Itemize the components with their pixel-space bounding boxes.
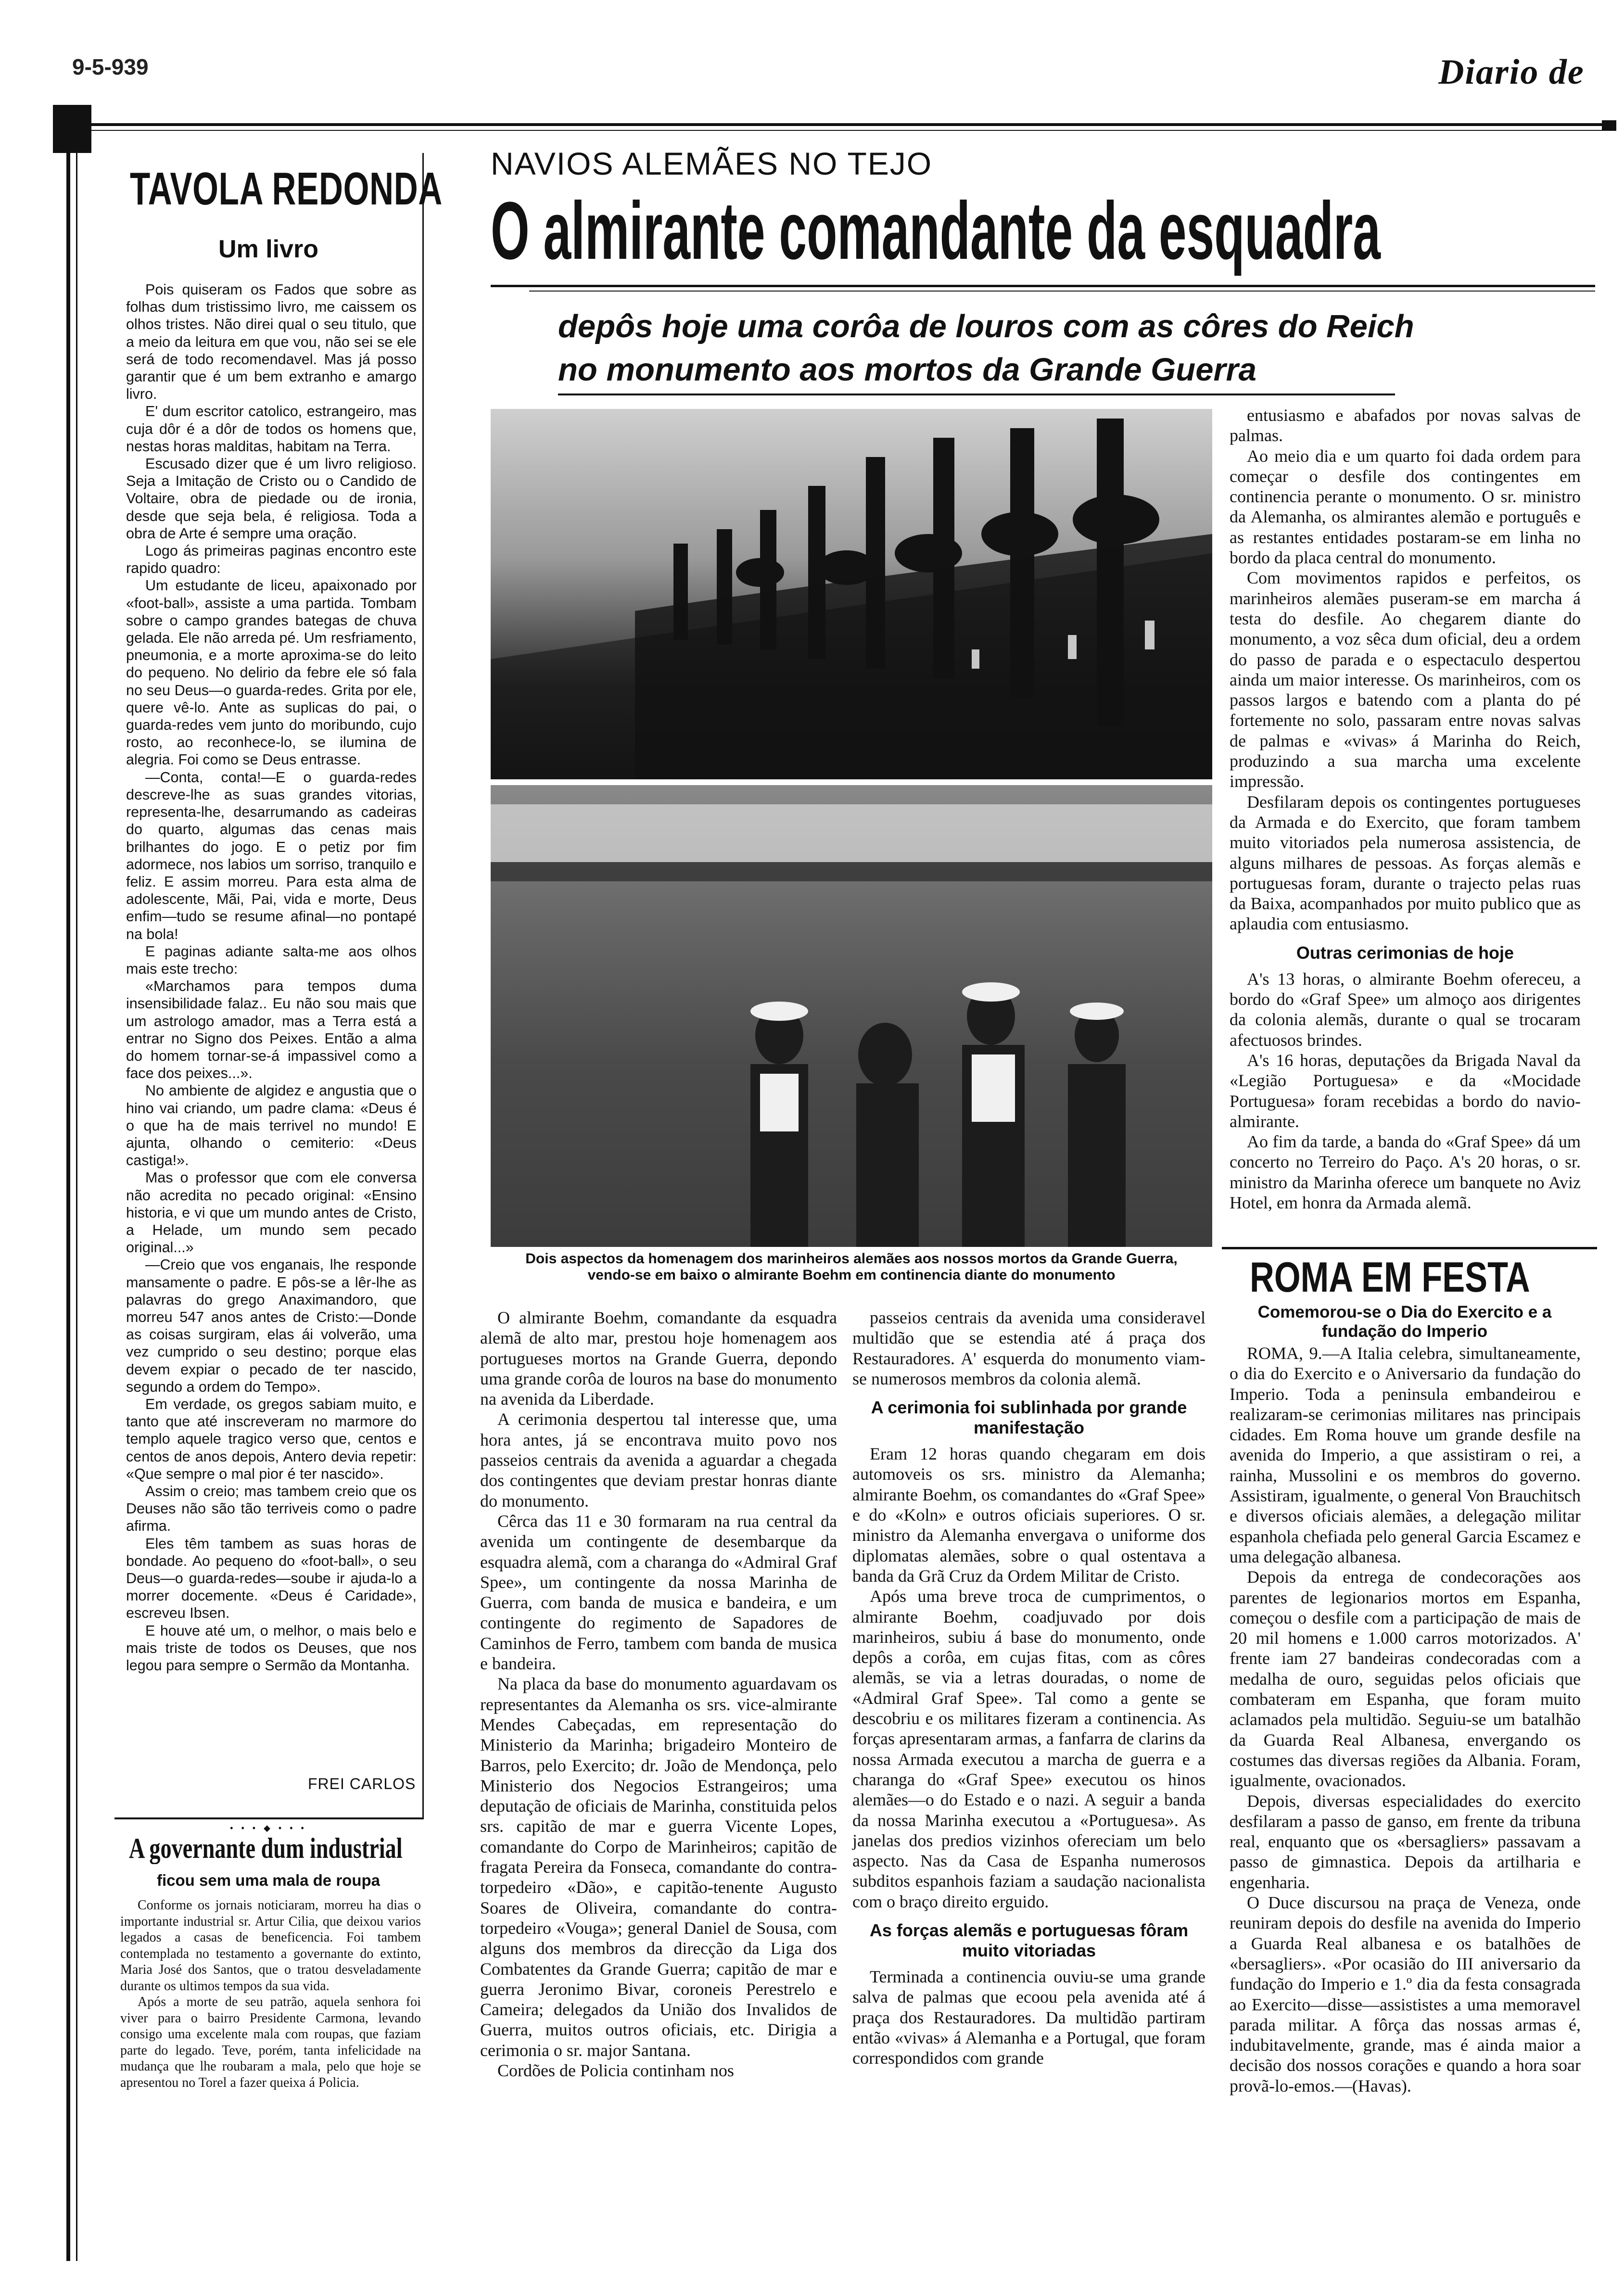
tavola-paragraph: Assim o creio; mas tambem creio que os Deuses não são tão terriveis como o padre afirma. — [126, 1483, 417, 1535]
subheading-outras: Outras cerimonias de hoje — [1296, 942, 1514, 963]
left-border-outer — [66, 135, 70, 2261]
tavola-paragraph: Um estudante de liceu, apaixonado por «foot-ball», assiste a uma partida. Tombam sobre o campo grandes bategas de chuva gelada. Ele não arreda pé. Um resfriamento, pneumonia, e a morte aproxima-se do leito do pequeno. No delirio da febre ele só fala no seu Deus—o guarda-redes. Grita por ele, quere vê-lo. Ante as suplicas do pai, o guarda-redes vem junto do moribundo, cujo rosto, ao reconhece-lo, se ilumina de alegria. Foi como se Deus entrasse. — [126, 577, 417, 768]
article-paragraph: A's 13 horas, o almirante Boehm ofereceu, a bordo do «Graf Spee» um almoço aos dirigentes da colonia alemãs, durante o qual se trocaram afectuosos brindes. — [1230, 969, 1581, 1050]
tavola-paragraph: E' dum escritor catolico, estrangeiro, mas cuja dôr é a dôr de todos os homens que, nestas horas malditas, habitam na Terra. — [126, 403, 417, 455]
roma-paragraph: O Duce discursou na praça de Veneza, onde reuniram depois do desfile na avenida do Imperio a Guarda Real albanesa e os batalhões de «bersagliers». «Por ocasião do III aniversario da fundação do Imperio e 1.º dia da festa consagrada ao Exercito—disse—assististes a uma memoravel parada militar. A fôrça das nossas armas é, indubitavelmente, grande, mas é ainda maior a decisão dos nossos corações e quando a hora soar provã-lo-emos.—(Havas). — [1230, 1893, 1581, 2096]
parade-illustration — [491, 409, 1212, 779]
photo-admiral-salute — [491, 785, 1212, 1247]
roma-paragraph: Depois, diversas especialidades do exercito desfilaram a passo de ganso, em frente da tribuna real, enquanto que os «bersagliers» passavam a passo de gimnastica. Depois da artilharia e engenharia. — [1230, 1791, 1581, 1892]
main-col-3 — [1230, 405, 1581, 1213]
photo-parade-sailors — [491, 409, 1212, 779]
tavola-paragraph: Mas o professor que com ele conversa não acredita no pecado original: «Ensino historia, e vi que um mundo antes de Cristo, a Helade, um mundo sem pecado original...» — [126, 1169, 417, 1256]
governante-paragraph: Conforme os jornais noticiaram, morreu ha dias o importante industrial sr. Artur Cilia, que deixou varios legados a casas de beneficencia. Foi tambem contemplada no testamento a governante do extinto, Maria José dos Santos, que o tratou desveladamente durante os ultimos tempos da sua vida. — [120, 1898, 421, 1994]
article-paragraph: Eram 12 horas quando chegaram em dois automoveis os srs. ministro da Alemanha; almirante Boehm, os comandantes do «Graf Spee» e do «Koln» e outros oficiais superiores. O sr. ministro da Alemanha envergava o uniforme dos diplomatas alemães, sobre o qual ostentava a banda da Grã Cruz da Ordem Militar de Cristo. — [852, 1444, 1205, 1586]
tavola-paragraph: Escusado dizer que é um livro religioso. Seja a Imitação de Cristo ou o Candido de Voltaire, obra de piedade ou de ironia, desde que seja bela, é religiosa. Toda a obra de Arte é sempre uma oração. — [126, 456, 417, 542]
photo-caption: Dois aspectos da homenagem dos marinheiros alemães aos nossos mortos da Grande Guerra, vendo-se em baixo o almirante Boehm em continencia diante do monumento — [525, 1251, 1178, 1283]
photo-divider — [491, 779, 1212, 785]
governante-ornament: • • • ◆ • • • — [230, 1823, 307, 1833]
top-rule-thin — [53, 130, 1616, 131]
tavola-paragraph: —Conta, conta!—E o guarda-redes descreve-lhe as suas grandes vitorias, representa-lhe, desarrumando as cadeiras do quarto, algumas das cenas mais brilhantes do jogo. E o petiz por fim adormece, nos labios um sorriso, tranquilo e feliz. E assim morreu. Para esta alma de adolescente, Mãi, Pai, vida e morte, Deus enfim—tudo se resume afinal—no pontapé na bola! — [126, 769, 417, 942]
article-paragraph: Cordões de Policia continham nos — [497, 2060, 734, 2080]
main-deck-2: no monumento aos mortos da Grande Guerra — [558, 352, 1256, 388]
article-paragraph: Cêrca das 11 e 30 formaram na rua central da avenida um contingente de desembarque da esquadra alemã, com a charanga do «Admiral Graf Spee», um contingente da nossa Marinha de Guerra, com banda de musica e bandeira, e um contingente do regimento de Sapadores de Caminhos de Ferro, tambem com banda de musica e bandeira. — [480, 1511, 837, 1674]
roma-body — [1230, 1343, 1581, 2096]
headline-rule — [491, 285, 1595, 287]
roma-title: ROMA EM FESTA — [1250, 1253, 1530, 1301]
article-paragraph: Após uma breve troca de cumprimentos, o almirante Boehm, coadjuvado por dois marinheiros, subiu á base do monumento, onde depôs a corôa, em cujas fitas, com as côres alemãs, se via a letras douradas, o nome de «Admiral Graf Spee». Tal como a gente se descobriu e os militares fizeram a continencia. As forças apresentaram armas, a fanfarra de clarins da nossa Armada executou a marcha de guerra e a charanga do «Graf Spee» executou os hinos alemães—o do Estado e o nazi. A seguir a banda da nossa Marinha executou a «Portuguesa». As janelas dos predios vizinhos ofereciam um belo aspecto. Nas da Casa de Espanha numerosos subditos espanhois faziam a saudação nacionalista com o braço direito erguido. — [852, 1587, 1205, 1911]
deck-underline — [558, 394, 1395, 395]
tavola-paragraph: —Creio que vos enganais, lhe responde mansamente o padre. E pôs-se a lêr-lhe as palavras do grego Anaximandoro, que morreu 547 anos antes de Cristo:—Donde as coisas surgiram, elas ái volverão, uma vez cumprido o seu destino; porque elas devem expiar o pecado de ter nascido, segundo a ordem do Tempo». — [126, 1257, 417, 1395]
left-border-inner — [76, 135, 77, 2261]
main-col-1 — [480, 1308, 837, 2081]
main-deck-1: depôs hoje uma corôa de louros com as côres do Reich — [558, 308, 1414, 344]
article-paragraph: Na placa da base do monumento aguardavam os representantes da Alemanha os srs. vice-almirante Mendes Cabeçadas, em representação do Ministerio da Marinha; brigadeiro Monteiro de Barros, pelo Exercito; dr. João de Mendonça, pelo Ministerio dos Negocios Estrangeiros; uma deputação de oficiais de Marinha, constituida pelos srs. capitão de mar e guerra Vicente Lopes, comandante do Corpo de Marinheiros; capitão de fragata Pereira da Fonseca, comandante do contra-torpedeiro «Dão», e capitão-tenente Augusto Soares de Oliveira, comandante do contra-torpedeiro «Vouga»; general Daniel de Sousa, com alguns dos membros da direcção da Liga dos Combatentes da Grande Guerra; capitão de mar e guerra Jeronimo Bivar, coroneis Perestrelo e Cameira; delegados da União dos Invalidos de Guerra, muitos outros oficiais, etc. Dirigia a cerimonia o sr. major Santana. — [480, 1674, 837, 2060]
top-corner-block — [53, 105, 91, 153]
ceremony-illustration — [491, 785, 1212, 1247]
main-col-2 — [852, 1308, 1205, 2069]
tavola-subtitle: Um livro — [218, 235, 319, 263]
headline-rule-thin — [529, 291, 1595, 292]
article-paragraph: A's 16 horas, deputações da Brigada Naval da «Legião Portuguesa» e da «Mocidade Portuguesa» foram recebidas a bordo do navio-almirante. — [1230, 1050, 1581, 1131]
tavola-paragraph: No ambiente de algidez e angustia que o hino vai criando, um padre clama: «Deus é o que ha de mais terrivel no mundo! E ajunta, olhando o cemiterio: «Deus castiga!». — [126, 1082, 417, 1169]
roma-paragraph: ROMA, 9.—A Italia celebra, simultaneamente, o dia do Exercito e o Aniversario da fundação do Imperio. Toda a peninsula embandeirou e realizaram-se cerimonias militares nas principais cidades. Em Roma houve um grande desfile na avenida do Imperio, a que assistiram o rei, a rainha, Mussolini e os membros do governo. Assistiram, igualmente, o general Von Brauchitsch e diversos oficiais alemães, a delegação militar espanhola chefiada pelo general Garcia Escamez e uma delegação albanesa. — [1230, 1344, 1581, 1566]
tavola-body — [126, 281, 417, 1674]
article-paragraph: passeios centrais da avenida uma consideravel multidão que se estendia até á praça dos Restauradores. A' esquerda do monumento viam-se numerosos membros da colonia alemã. — [852, 1308, 1205, 1388]
tavola-paragraph: E houve até um, o melhor, o mais belo e mais triste de todos os Deuses, que nos legou para sempre o Sermão da Montanha. — [126, 1622, 417, 1674]
subheading-forcas: As forças alemãs e portuguesas fôram muito vitoriadas — [869, 1920, 1189, 1961]
article-paragraph: Com movimentos rapidos e perfeitos, os marinheiros alemães puseram-se em marcha á testa do desfile. Ao chegarem diante do monumento, a voz sêca dum oficial, deu a ordem do passo de parada e o espectaculo despertou ainda um maior interesse. Os marinheiros, com os passos largos e batendo com a planta do pé fortemente no solo, passaram entre novas salvas de palmas e «vivas» á Marinha do Reich, produzindo a sua marcha uma excelente impressão. — [1230, 568, 1581, 791]
tavola-paragraph: E paginas adiante salta-me aos olhos mais este trecho: — [126, 943, 417, 977]
right-edge-marker — [1602, 120, 1616, 130]
article-paragraph: entusiasmo e abafados por novas salvas de palmas. — [1230, 406, 1581, 445]
tavola-paragraph: Eles têm tambem as suas horas de bondade. Ao pequeno do «foot-ball», o seu Deus—o guarda-redes—soube ir ajuda-lo a morrer docemente. «Deus é Caridade», escreveu Ibsen. — [126, 1535, 417, 1622]
governante-body — [120, 1897, 421, 2091]
article-paragraph: O almirante Boehm, comandante da esquadra alemã de alto mar, prestou hoje homenagem aos portugueses mortos na Grande Guerra, depondo uma grande corôa de louros na base do monumento na avenida da Liberdade. — [480, 1308, 837, 1409]
article-paragraph: A cerimonia despertou tal interesse que, uma hora antes, já se encontrava muito povo nos passeios centrais da avenida a aguardar a chegada dos contingentes que deviam prestar honras diante do monumento. — [480, 1410, 837, 1511]
newspaper-name: Diario de — [1438, 52, 1585, 92]
tavola-paragraph: Logo ás primeiras paginas encontro este rapido quadro: — [126, 543, 417, 577]
subheading-cerimonia: A cerimonia foi sublinhada por grande manifestação — [871, 1397, 1187, 1438]
main-kicker: NAVIOS ALEMÃES NO TEJO — [491, 146, 933, 181]
governante-rule-top — [114, 1817, 424, 1819]
article-paragraph: Ao fim da tarde, a banda do «Graf Spee» dá um concerto no Terreiro do Paço. A's 20 horas, o sr. ministro da Marinha oferece um banquete no Aviz Hotel, em honra da Armada alemã. — [1230, 1132, 1581, 1212]
article-paragraph: Desfilaram depois os contingentes portugueses da Armada e do Exercito, que foram tambem muito vitoriados pela numerosa assistencia, de alguns milhares de pessoas. As forças alemãs e portuguesas foram, durante o trajecto pelas ruas da Baixa, acompanhados por muito publico que as aplaudia com entusiasmo. — [1230, 792, 1581, 934]
roma-subtitle: Comemorou-se o Dia do Exercito e a fundação do Imperio — [1257, 1303, 1552, 1341]
roma-paragraph: Depois da entrega de condecorações aos parentes de legionarios mortos em Espanha, começou o desfile com a participação de mais de 20 mil homens e 1.000 carros motorizados. A' frente iam 27 bandeiras condecoradas com a medalha de ouro, seguidas pelos oficiais que combateram em Espanha, que foram muito aclamados pela multidão. Seguiu-se um batalhão da Guarda Real Albanesa, envergando os costumes das diversas regiões da Albania. Foram, igualmente, ovacionados. — [1230, 1567, 1581, 1791]
page-date: 9-5-939 — [72, 54, 149, 79]
tavola-author: FREI CARLOS — [308, 1775, 416, 1792]
roma-rule-top — [1222, 1247, 1597, 1249]
governante-subtitle: ficou sem uma mala de roupa — [157, 1871, 380, 1889]
tavola-paragraph: «Marchamos para tempos duma insensibilidade falaz.. Eu não sou mais que um astrologo amador, mas a Terra está a entrar no Signo dos Peixes. Então a alma do homem tornar-se-á impassivel como a face dos peixes...». — [126, 978, 417, 1082]
article-paragraph: Terminada a continencia ouviu-se uma grande salva de palmas que ecoou pela avenida até á praça dos Restauradores. Da multidão partiram então «vivas» á Alemanha e a Portugal, que foram correspondidos com grande — [852, 1967, 1205, 2068]
governante-paragraph: Após a morte de seu patrão, aquela senhora foi viver para o bairro Presidente Carmona, levando consigo uma excelente mala com roupas, que faziam parte do legado. Teve, porém, tanta infelicidade na mudança que lhe roubaram a mala, pelo que hoje se apresentou no Torel a fazer queixa á Policia. — [120, 1994, 421, 2090]
tavola-paragraph: Em verdade, os gregos sabiam muito, e tanto que até inscreveram no marmore do templo aquele tragico verso que, centos e centos de anos depois, Antero devia repetir: «Que sempre o mal pior é ter nascido». — [126, 1396, 417, 1482]
main-headline: O almirante comandante da esquadra — [491, 185, 1381, 277]
tavola-paragraph: Pois quiseram os Fados que sobre as folhas dum tristissimo livro, me caissem os olhos tristes. Não direi qual o seu titulo, que a meio da leitura em que vou, não sei se ele será de todo recomendavel. Mas já posso garantir que é um bem extranho e amargo livro. — [126, 281, 417, 403]
governante-title: A governante dum industrial — [129, 1832, 403, 1864]
tavola-title: TAVOLA REDONDA — [130, 163, 443, 215]
top-rule — [53, 123, 1616, 126]
article-paragraph: Ao meio dia e um quarto foi dada ordem para começar o desfile dos contingentes em continencia perante o monumento. O sr. ministro da Alemanha, os almirantes alemão e português e as restantes entidades postaram-se em linha no bordo da placa central do monumento. — [1230, 446, 1581, 568]
